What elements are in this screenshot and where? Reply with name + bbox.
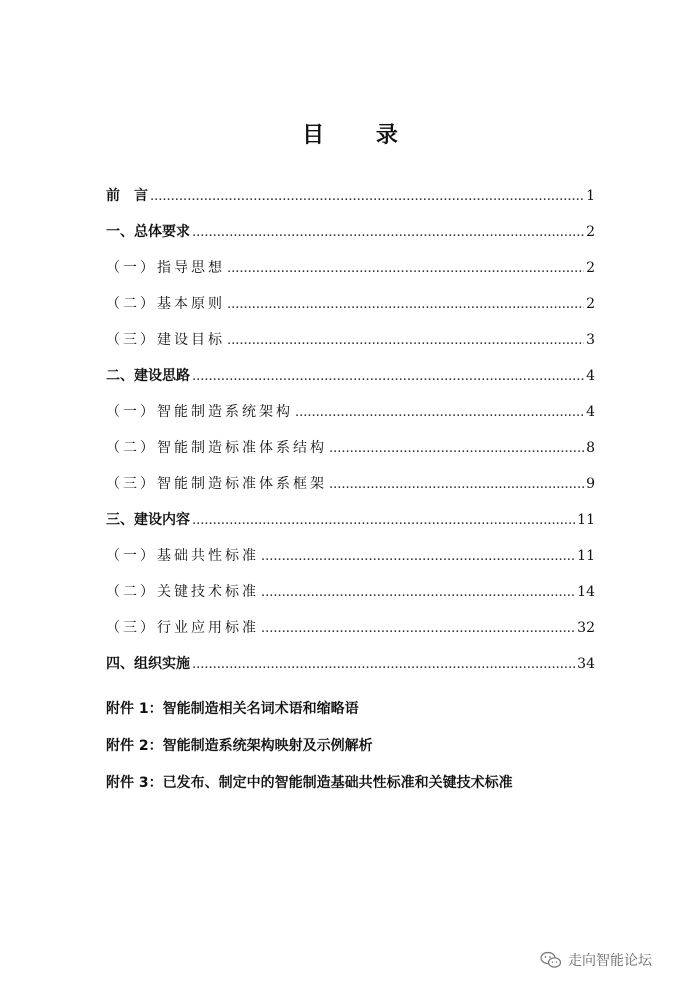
- toc-entry-label: 前 言: [106, 188, 148, 204]
- toc-page-number: 3: [586, 332, 595, 348]
- toc-page-number: 1: [586, 188, 595, 204]
- toc-leader-dots: [261, 538, 575, 574]
- toc-entry-key-technology-standards: [106, 574, 595, 610]
- toc-leader-dots: [192, 358, 584, 394]
- toc-entry-label: （一）智能制造系统架构: [106, 404, 293, 420]
- toc-entry-organization-implementation: [106, 646, 595, 682]
- appendix-3: 附件 3：已发布、制定中的智能制造基础共性标准和关键技术标准: [106, 775, 513, 791]
- toc-entry-guiding-ideology: [106, 250, 595, 286]
- toc-entry-construction-approach: [106, 358, 595, 394]
- toc-leader-dots: [261, 610, 575, 646]
- toc-leader-dots: [227, 250, 584, 286]
- toc-entry-general-requirements: [106, 214, 595, 250]
- toc-page-number: 4: [586, 404, 595, 420]
- toc-entry-label: （三）建设目标: [106, 332, 225, 348]
- toc-page-number: 14: [577, 584, 595, 600]
- watermark-text: 走向智能论坛: [568, 953, 652, 969]
- toc-page-number: 4: [586, 368, 595, 384]
- toc-page-number: 8: [586, 440, 595, 456]
- toc-leader-dots: [192, 646, 575, 682]
- toc-entry-preface: [106, 178, 595, 214]
- toc-entry-standard-framework: [106, 466, 595, 502]
- toc-page-number: 34: [577, 656, 595, 672]
- toc-leader-dots: [227, 322, 584, 358]
- toc-page-number: 2: [586, 296, 595, 312]
- toc-page-number: 11: [577, 548, 595, 564]
- toc-leader-dots: [192, 214, 584, 250]
- toc-leader-dots: [192, 502, 575, 538]
- watermark: [540, 950, 652, 970]
- toc-leader-dots: [261, 574, 575, 610]
- toc-leader-dots: [329, 466, 584, 502]
- toc-entry-label: （二）关键技术标准: [106, 584, 259, 600]
- toc-leader-dots: [227, 286, 584, 322]
- toc-entry-label: （一）基础共性标准: [106, 548, 259, 564]
- table-of-contents: [106, 178, 595, 682]
- toc-leader-dots: [329, 430, 584, 466]
- toc-entry-label: 三、建设内容: [106, 512, 190, 528]
- toc-leader-dots: [295, 394, 584, 430]
- toc-entry-construction-content: [106, 502, 595, 538]
- toc-entry-basic-common-standards: [106, 538, 595, 574]
- toc-page-number: 32: [577, 620, 595, 636]
- toc-entry-system-architecture: [106, 394, 595, 430]
- toc-entry-standard-structure: [106, 430, 595, 466]
- toc-entry-label: 四、组织实施: [106, 656, 190, 672]
- toc-entry-label: 二、建设思路: [106, 368, 190, 384]
- toc-entry-label: （三）行业应用标准: [106, 620, 259, 636]
- toc-entry-basic-principles: [106, 286, 595, 322]
- toc-page-number: 2: [586, 224, 595, 240]
- toc-entry-label: （一）指导思想: [106, 260, 225, 276]
- toc-entry-label: （二）智能制造标准体系结构: [106, 440, 327, 456]
- toc-entry-label: 一、总体要求: [106, 224, 190, 240]
- toc-page-number: 11: [577, 512, 595, 528]
- appendix-2: 附件 2：智能制造系统架构映射及示例解析: [106, 738, 373, 754]
- appendix-1: 附件 1：智能制造相关名词术语和缩略语: [106, 701, 359, 717]
- toc-entry-industry-application-standards: [106, 610, 595, 646]
- toc-page-number: 9: [586, 476, 595, 492]
- toc-leader-dots: [150, 178, 584, 214]
- wechat-icon: [540, 951, 562, 969]
- toc-entry-label: （二）基本原则: [106, 296, 225, 312]
- toc-page-number: 2: [586, 260, 595, 276]
- page-title: 目 录: [302, 122, 420, 148]
- toc-entry-construction-goals: [106, 322, 595, 358]
- toc-entry-label: （三）智能制造标准体系框架: [106, 476, 327, 492]
